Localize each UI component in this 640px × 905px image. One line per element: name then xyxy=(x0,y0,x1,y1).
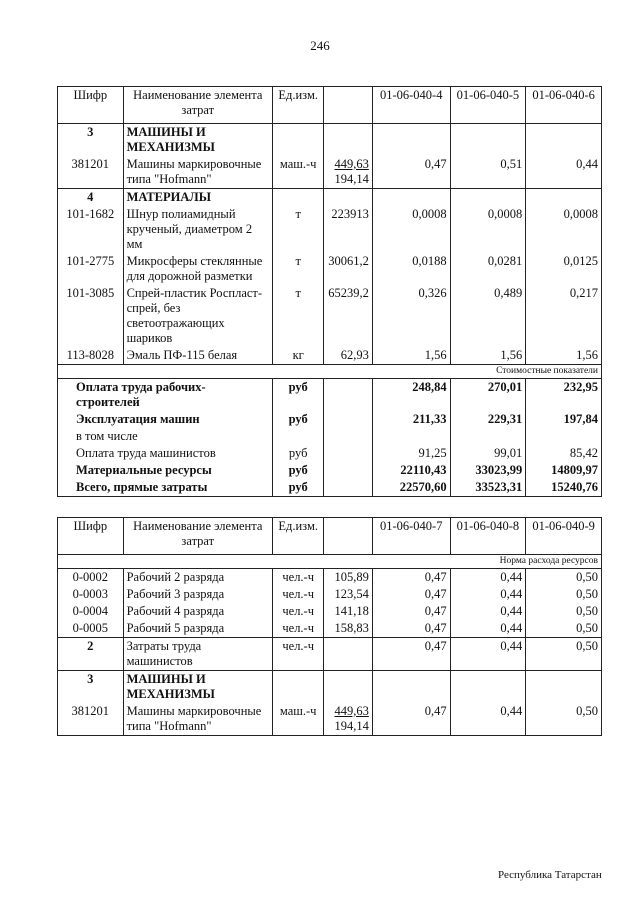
row-code: 101-3085 xyxy=(58,285,124,347)
row-value-b: 0,44 xyxy=(450,638,526,671)
row-price: 65239,2 xyxy=(324,285,372,347)
row-value-b: 0,44 xyxy=(450,603,526,620)
row-value-c: 0,44 xyxy=(526,156,602,189)
row-value-c: 0,50 xyxy=(526,586,602,603)
table-row xyxy=(58,347,602,365)
row-name: Затраты труда машинистов xyxy=(123,638,272,671)
row-value-c: 1,56 xyxy=(526,347,602,365)
row-unit: чел.-ч xyxy=(272,603,323,620)
header-unit: Ед.изм. xyxy=(272,518,323,555)
summary-value-c: 15240,76 xyxy=(526,479,602,497)
row-value-b: 0,44 xyxy=(450,620,526,638)
row-value-b: 0,44 xyxy=(450,586,526,603)
row-unit: чел.-ч xyxy=(272,638,323,671)
row-value-c: 0,50 xyxy=(526,603,602,620)
row-unit: чел.-ч xyxy=(272,569,323,587)
row-code: 0-0005 xyxy=(58,620,124,638)
row-name: Рабочий 5 разряда xyxy=(123,620,272,638)
row-value-b: 0,489 xyxy=(450,285,526,347)
row-value-c: 0,50 xyxy=(526,638,602,671)
row-value-a: 0,47 xyxy=(372,586,450,603)
row-unit: чел.-ч xyxy=(272,620,323,638)
row-name: Машины маркировочные типа "Hofmann" xyxy=(123,156,272,189)
row-unit: т xyxy=(272,206,323,253)
summary-value-b: 33523,31 xyxy=(450,479,526,497)
table-row xyxy=(58,569,602,587)
summary-label: в том числе xyxy=(58,428,273,445)
footer-region: Республика Татарстан xyxy=(498,869,602,881)
row-value-a: 0,47 xyxy=(372,703,450,736)
summary-label: Всего, прямые затраты xyxy=(58,479,273,497)
summary-value-a: 248,84 xyxy=(372,379,450,412)
row-value-b: 0,0281 xyxy=(450,253,526,285)
row-price: 123,54 xyxy=(324,586,372,603)
row-value-c: 0,0125 xyxy=(526,253,602,285)
summary-row xyxy=(58,428,602,445)
row-value-c: 0,50 xyxy=(526,620,602,638)
section-title: МАШИНЫ И МЕХАНИЗМЫ xyxy=(123,124,272,157)
table-header xyxy=(58,87,602,124)
row-value-a: 0,47 xyxy=(372,156,450,189)
summary-unit: руб xyxy=(272,445,323,462)
summary-value-a: 211,33 xyxy=(372,411,450,428)
row-code: 381201 xyxy=(58,703,124,736)
summary-unit: руб xyxy=(272,462,323,479)
resource-table-2 xyxy=(57,517,602,736)
summary-label: Оплата труда рабочих-строителей xyxy=(58,379,273,412)
row-value-a: 0,47 xyxy=(372,603,450,620)
summary-row xyxy=(58,445,602,462)
row-value-b: 0,44 xyxy=(450,569,526,587)
header-col-a: 01-06-040-7 xyxy=(372,518,450,555)
header-name: Наименование элемента затрат xyxy=(123,518,272,555)
row-price: 62,93 xyxy=(324,347,372,365)
row-value-c: 0,217 xyxy=(526,285,602,347)
section-number: 3 xyxy=(58,124,124,157)
summary-value-a: 91,25 xyxy=(372,445,450,462)
table-row xyxy=(58,620,602,638)
row-unit: т xyxy=(272,253,323,285)
table-row xyxy=(58,206,602,253)
section-row xyxy=(58,189,602,207)
summary-label: Эксплуатация машин xyxy=(58,411,273,428)
row-code: 101-2775 xyxy=(58,253,124,285)
row-value-a: 0,0188 xyxy=(372,253,450,285)
price-machine-bottom: 194,14 xyxy=(334,719,369,733)
table-row xyxy=(58,253,602,285)
summary-row xyxy=(58,479,602,497)
row-code: 2 xyxy=(58,638,124,671)
table-row xyxy=(58,638,602,671)
summary-value-c: 85,42 xyxy=(526,445,602,462)
summary-unit: руб xyxy=(272,379,323,412)
row-price: 141,18 xyxy=(324,603,372,620)
row-value-b: 0,0008 xyxy=(450,206,526,253)
row-name: Машины маркировочные типа "Hofmann" xyxy=(123,703,272,736)
row-name: Шнур полиамидный крученый, диаметром 2 мм xyxy=(123,206,272,253)
row-price: 105,89 xyxy=(324,569,372,587)
price-machine-top: 449,63 xyxy=(334,157,369,171)
header-code: Шифр xyxy=(58,518,124,555)
summary-unit: руб xyxy=(272,479,323,497)
row-value-a: 0,47 xyxy=(372,569,450,587)
summary-value-b: 229,31 xyxy=(450,411,526,428)
header-col-a: 01-06-040-4 xyxy=(372,87,450,124)
row-unit: маш.-ч xyxy=(272,703,323,736)
row-value-a: 0,47 xyxy=(372,638,450,671)
row-code: 113-8028 xyxy=(58,347,124,365)
header-name: Наименование элемента затрат xyxy=(123,87,272,124)
cost-indicators-label: Стоимостные показатели xyxy=(58,365,602,379)
table-row xyxy=(58,285,602,347)
row-unit: кг xyxy=(272,347,323,365)
summary-value-c: 232,95 xyxy=(526,379,602,412)
header-col-c: 01-06-040-6 xyxy=(526,87,602,124)
row-value-a: 1,56 xyxy=(372,347,450,365)
row-name: Рабочий 3 разряда xyxy=(123,586,272,603)
row-unit: маш.-ч xyxy=(272,156,323,189)
row-value-c: 0,50 xyxy=(526,569,602,587)
row-value-a: 0,326 xyxy=(372,285,450,347)
row-unit: т xyxy=(272,285,323,347)
row-name: Рабочий 4 разряда xyxy=(123,603,272,620)
price-machine-top: 449,63 xyxy=(334,704,369,718)
row-price xyxy=(324,703,372,736)
norm-label: Норма расхода ресурсов xyxy=(58,555,602,569)
row-code: 0-0003 xyxy=(58,586,124,603)
summary-value-b: 33023,99 xyxy=(450,462,526,479)
summary-row xyxy=(58,411,602,428)
page-number: 246 xyxy=(310,38,330,53)
row-value-c: 0,50 xyxy=(526,703,602,736)
section-title: МАТЕРИАЛЫ xyxy=(123,189,272,207)
header-col-b: 01-06-040-5 xyxy=(450,87,526,124)
row-value-b: 1,56 xyxy=(450,347,526,365)
header-price xyxy=(324,87,372,124)
cost-indicators-row xyxy=(58,365,602,379)
section-number: 4 xyxy=(58,189,124,207)
row-value-b: 0,44 xyxy=(450,703,526,736)
section-number: 3 xyxy=(58,671,124,704)
header-col-b: 01-06-040-8 xyxy=(450,518,526,555)
table-row xyxy=(58,156,602,189)
summary-row xyxy=(58,379,602,412)
summary-value-a: 22110,43 xyxy=(372,462,450,479)
row-code: 0-0002 xyxy=(58,569,124,587)
row-price xyxy=(324,156,372,189)
row-name: Рабочий 2 разряда xyxy=(123,569,272,587)
summary-label: Материальные ресурсы xyxy=(58,462,273,479)
row-price: 30061,2 xyxy=(324,253,372,285)
row-value-a: 0,47 xyxy=(372,620,450,638)
table-row xyxy=(58,703,602,736)
row-code: 381201 xyxy=(58,156,124,189)
price-machine-bottom: 194,14 xyxy=(334,172,369,186)
row-price: 223913 xyxy=(324,206,372,253)
row-price: 158,83 xyxy=(324,620,372,638)
summary-value-c: 14809,97 xyxy=(526,462,602,479)
section-title: МАШИНЫ И МЕХАНИЗМЫ xyxy=(123,671,272,704)
summary-unit: руб xyxy=(272,411,323,428)
table-header xyxy=(58,518,602,555)
summary-value-b: 270,01 xyxy=(450,379,526,412)
row-name: Эмаль ПФ-115 белая xyxy=(123,347,272,365)
table-row xyxy=(58,603,602,620)
table-row xyxy=(58,586,602,603)
header-code: Шифр xyxy=(58,87,124,124)
row-value-c: 0,0008 xyxy=(526,206,602,253)
row-value-a: 0,0008 xyxy=(372,206,450,253)
summary-value-c: 197,84 xyxy=(526,411,602,428)
row-name: Микросферы стеклянные для дорожной разметки xyxy=(123,253,272,285)
header-price xyxy=(324,518,372,555)
summary-row xyxy=(58,462,602,479)
row-code: 101-1682 xyxy=(58,206,124,253)
norm-label-row xyxy=(58,555,602,569)
section-row xyxy=(58,124,602,157)
header-unit: Ед.изм. xyxy=(272,87,323,124)
row-code: 0-0004 xyxy=(58,603,124,620)
summary-value-a: 22570,60 xyxy=(372,479,450,497)
row-value-b: 0,51 xyxy=(450,156,526,189)
summary-label: Оплата труда машинистов xyxy=(58,445,273,462)
section-row xyxy=(58,671,602,704)
row-unit: чел.-ч xyxy=(272,586,323,603)
resource-table-1 xyxy=(57,86,602,497)
summary-value-b: 99,01 xyxy=(450,445,526,462)
header-col-c: 01-06-040-9 xyxy=(526,518,602,555)
row-name: Спрей-пластик Роспласт-спрей, без светоотражающих шариков xyxy=(123,285,272,347)
